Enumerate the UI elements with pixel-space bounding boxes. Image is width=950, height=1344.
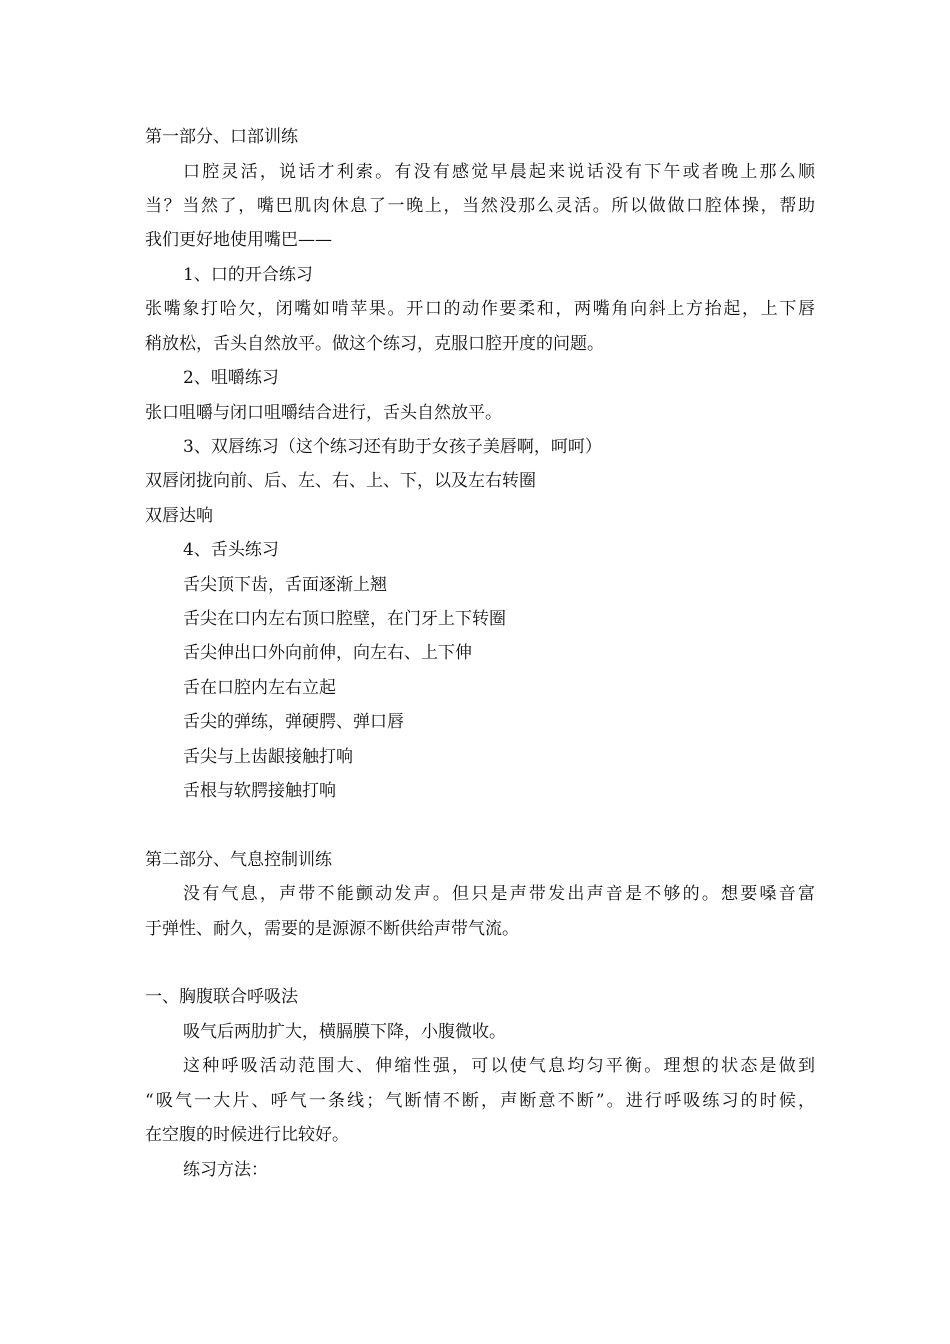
exercise-1-body-line-1: 张嘴象打哈欠，闭嘴如啃苹果。开口的动作要柔和，两嘴角向斜上方抬起，上下唇 <box>145 299 815 319</box>
section-1-para-2-line-1: 这种呼吸活动范围大、伸缩性强，可以使气息均匀平衡。理想的状态是做到 <box>183 1056 815 1076</box>
part2-intro-line-2: 于弹性、耐久，需要的是源源不断供给声带气流。 <box>145 919 519 939</box>
practice-method-label: 练习方法： <box>183 1160 268 1180</box>
section-1-para-1: 吸气后两肋扩大，横膈膜下降，小腹微收。 <box>183 1022 506 1042</box>
exercise-2-body: 张口咀嚼与闭口咀嚼结合进行，舌头自然放平。 <box>145 403 502 423</box>
tongue-item: 舌根与软腭接触打响 <box>183 781 336 801</box>
exercise-3-body-line-1: 双唇闭拢向前、后、左、右、上、下，以及左右转圈 <box>145 471 536 491</box>
tongue-item: 舌尖在口内左右顶口腔壁，在门牙上下转圈 <box>183 609 506 629</box>
tongue-item: 舌尖与上齿龈接触打响 <box>183 747 353 767</box>
tongue-item: 舌尖伸出口外向前伸，向左右、上下伸 <box>183 643 472 663</box>
section-1-title: 一、胸腹联合呼吸法 <box>145 987 298 1007</box>
exercise-4-title: 4、舌头练习 <box>183 540 279 560</box>
exercise-3-title: 3、双唇练习（这个练习还有助于女孩子美唇啊，呵呵） <box>183 437 602 457</box>
exercise-1-title: 1、口的开合练习 <box>183 265 313 285</box>
section-1-para-2-line-3: 在空腹的时候进行比较好。 <box>145 1125 349 1145</box>
tongue-item: 舌在口腔内左右立起 <box>183 678 336 698</box>
part2-heading: 第二部分、气息控制训练 <box>145 850 332 870</box>
section-1-para-2-line-2: “吸气一大片、呼气一条线；气断情不断，声断意不断”。进行呼吸练习的时候， <box>145 1091 815 1111</box>
exercise-2-title: 2、咀嚼练习 <box>183 368 279 388</box>
part2-intro-line-1: 没有气息，声带不能颤动发声。但只是声带发出声音是不够的。想要嗓音富 <box>183 884 815 904</box>
exercise-1-body-line-2: 稍放松，舌头自然放平。做这个练习，克服口腔开度的问题。 <box>145 334 604 354</box>
exercise-3-body-line-2: 双唇达响 <box>145 506 213 526</box>
part1-intro-line-1: 口腔灵活，说话才利索。有没有感觉早晨起来说话没有下午或者晚上那么顺 <box>183 162 815 182</box>
tongue-item: 舌尖顶下齿，舌面逐渐上翘 <box>183 575 387 595</box>
part1-heading: 第一部分、口部训练 <box>145 127 298 147</box>
part1-intro-line-3: 我们更好地使用嘴巴—— <box>145 230 332 250</box>
part1-intro-line-2: 当？当然了，嘴巴肌肉休息了一晚上，当然没那么灵活。所以做做口腔体操，帮助 <box>145 196 815 216</box>
tongue-item: 舌尖的弹练，弹硬腭、弹口唇 <box>183 712 404 732</box>
